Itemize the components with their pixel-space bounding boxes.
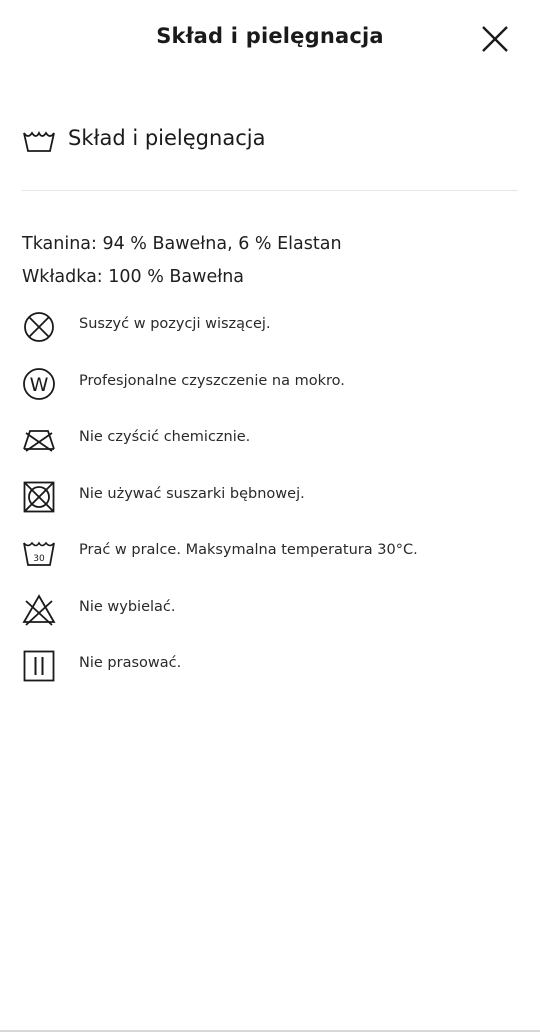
care-text: Nie wybielać. [79,598,176,615]
care-item [22,532,522,589]
care-text: Suszyć w pozycji wiszącej. [79,316,271,332]
care-item [22,363,522,420]
care-item [22,419,522,476]
care-text: Nie czyścić chemicznie. [79,429,251,445]
care-text: Prać w pralce. Maksymalna temperatura 30°C. [79,542,418,558]
modal-title: Skład i pielęgnacja [156,24,384,48]
no-iron-icon [22,649,56,683]
divider [22,190,518,191]
care-text: Nie prasować. [79,655,182,671]
close-icon [478,22,512,56]
care-item [22,476,522,533]
no-tumble-dry-icon [22,480,56,514]
close-button[interactable] [478,22,512,56]
care-item [22,645,522,702]
care-item [22,306,522,363]
section-title: Skład i pielęgnacja [68,126,266,150]
section-header [22,120,518,160]
svg-text:W: W [29,373,49,396]
care-text: Nie używać suszarki bębnowej. [79,485,305,502]
fabric-composition: Tkanina: 94 % Bawełna, 6 % Elastan [22,234,342,254]
care-text: Profesjonalne czyszczenie na mokro. [79,372,345,389]
drip-dry-icon [22,310,56,344]
modal-header [0,0,540,78]
lining-composition: Wkładka: 100 % Bawełna [22,267,245,287]
no-bleach-icon [22,593,56,627]
wash-30-icon [22,536,56,570]
wash-temperature-badge: 30 [33,554,45,564]
care-list [22,306,522,702]
care-item [22,589,522,646]
composition [22,228,342,294]
professional-wet-clean-icon [22,367,56,401]
wash-basin-icon [22,128,56,154]
no-chemical-clean-icon [22,423,56,457]
